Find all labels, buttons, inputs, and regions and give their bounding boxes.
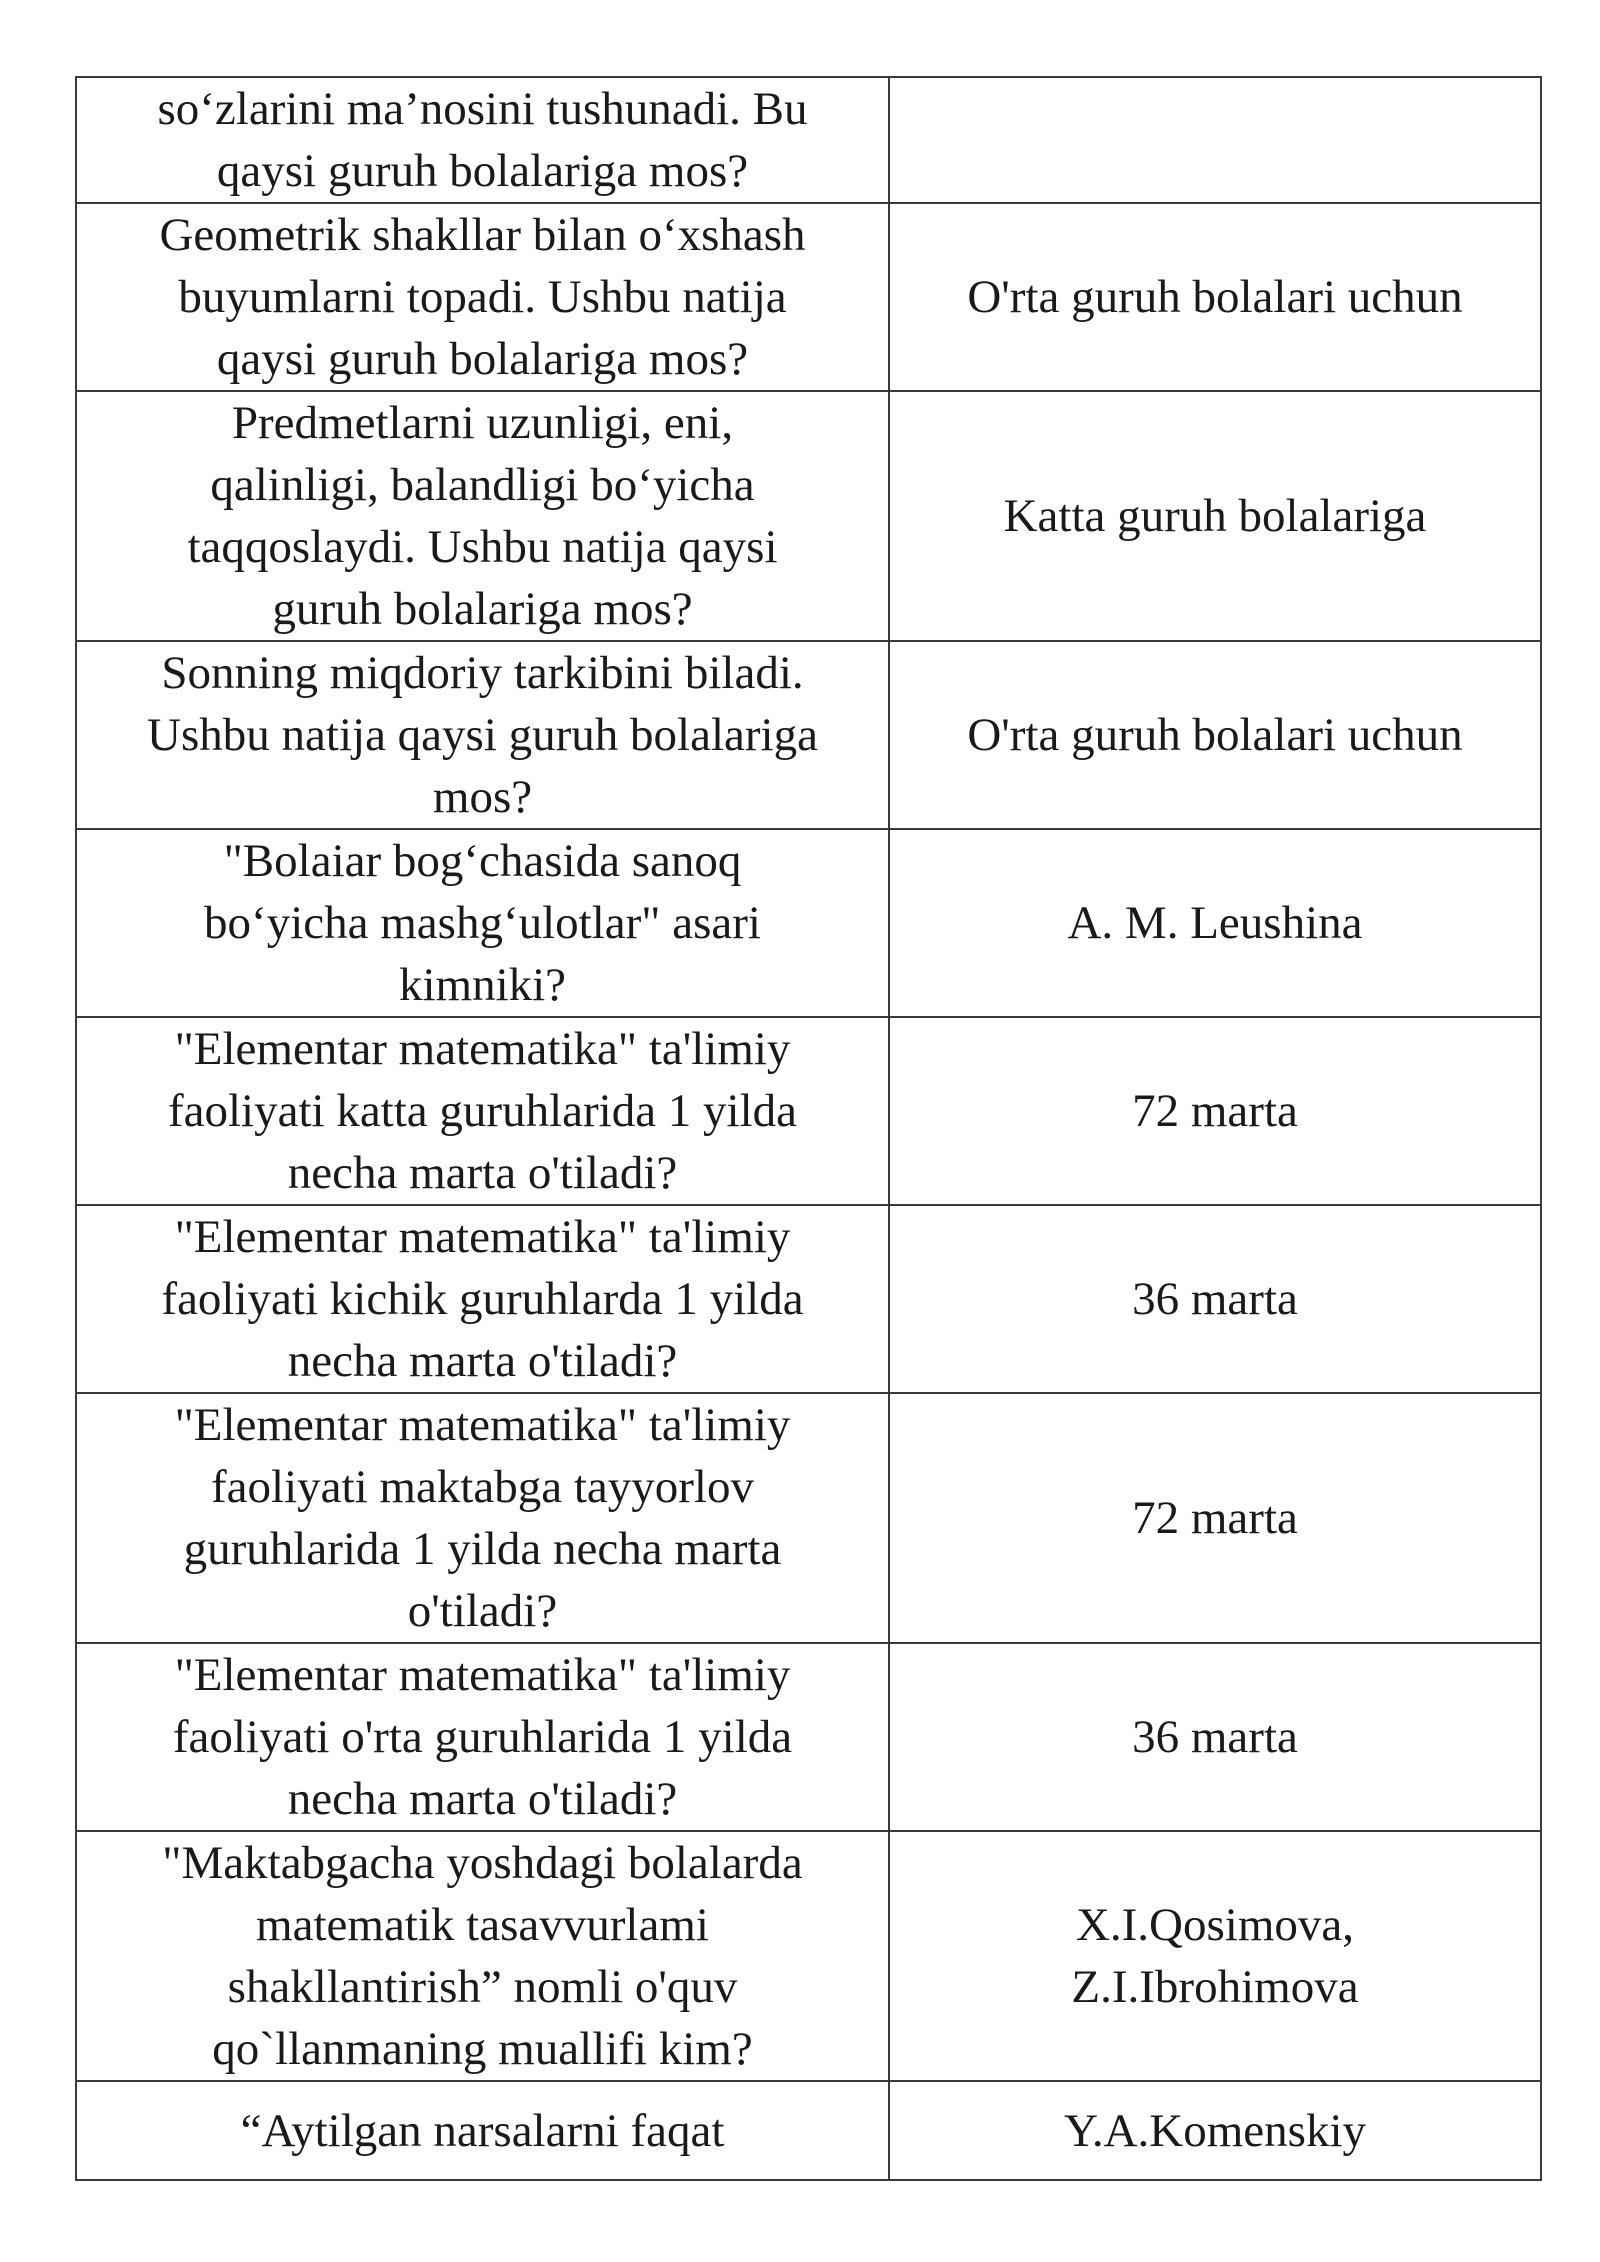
qa-table bbox=[75, 76, 1542, 2181]
answer-cell: A. M. Leushina bbox=[889, 829, 1541, 1017]
table-row bbox=[76, 829, 1541, 1017]
answer-cell: Katta guruh bolalariga bbox=[889, 391, 1541, 641]
answer-cell: 72 marta bbox=[889, 1017, 1541, 1205]
answer-cell: X.I.Qosimova, Z.I.Ibrohimova bbox=[889, 1831, 1541, 2081]
table-row bbox=[76, 641, 1541, 829]
answer-cell bbox=[889, 77, 1541, 203]
answer-cell: 36 marta bbox=[889, 1643, 1541, 1831]
answer-cell: O'rta guruh bolalari uchun bbox=[889, 641, 1541, 829]
answer-cell: O'rta guruh bolalari uchun bbox=[889, 203, 1541, 391]
question-cell: "Bolaiar bog‘chasida sanoq bo‘yicha mashg‘ulotlar" asari kimniki? bbox=[76, 829, 889, 1017]
table-row bbox=[76, 77, 1541, 203]
question-cell: "Elementar matematika" ta'limiy faoliyati katta guruhlarida 1 yilda necha marta o'tiladi? bbox=[76, 1017, 889, 1205]
question-cell: so‘zlarini ma’nosini tushunadi. Bu qaysi guruh bolalariga mos? bbox=[76, 77, 889, 203]
question-cell: "Maktabgacha yoshdagi bolalarda matematik tasavvurlami shakllantirish” nomli o'quv qo`llanmaning muallifi kim? bbox=[76, 1831, 889, 2081]
question-cell: "Elementar matematika" ta'limiy faoliyati o'rta guruhlarida 1 yilda necha marta o'tiladi? bbox=[76, 1643, 889, 1831]
question-cell: "Elementar matematika" ta'limiy faoliyati kichik guruhlarda 1 yilda necha marta o'tiladi? bbox=[76, 1205, 889, 1393]
answer-cell: 72 marta bbox=[889, 1393, 1541, 1643]
answer-cell: 36 marta bbox=[889, 1205, 1541, 1393]
table-row bbox=[76, 391, 1541, 641]
qa-table-body bbox=[76, 77, 1541, 2180]
table-row bbox=[76, 2081, 1541, 2180]
question-cell: “Aytilgan narsalarni faqat bbox=[76, 2081, 889, 2180]
question-cell: Sonning miqdoriy tarkibini biladi. Ushbu natija qaysi guruh bolalariga mos? bbox=[76, 641, 889, 829]
table-row bbox=[76, 1831, 1541, 2081]
table-row bbox=[76, 1017, 1541, 1205]
table-row bbox=[76, 1643, 1541, 1831]
table-row bbox=[76, 1205, 1541, 1393]
answer-cell: Y.A.Komenskiy bbox=[889, 2081, 1541, 2180]
table-row bbox=[76, 203, 1541, 391]
question-cell: "Elementar matematika" ta'limiy faoliyati maktabga tayyorlov guruhlarida 1 yilda necha marta o'tiladi? bbox=[76, 1393, 889, 1643]
question-cell: Predmetlarni uzunligi, eni, qalinligi, balandligi bo‘yicha taqqoslaydi. Ushbu natija qaysi guruh bolalariga mos? bbox=[76, 391, 889, 641]
table-row bbox=[76, 1393, 1541, 1643]
question-cell: Geometrik shakllar bilan o‘xshash buyumlarni topadi. Ushbu natija qaysi guruh bolalariga mos? bbox=[76, 203, 889, 391]
